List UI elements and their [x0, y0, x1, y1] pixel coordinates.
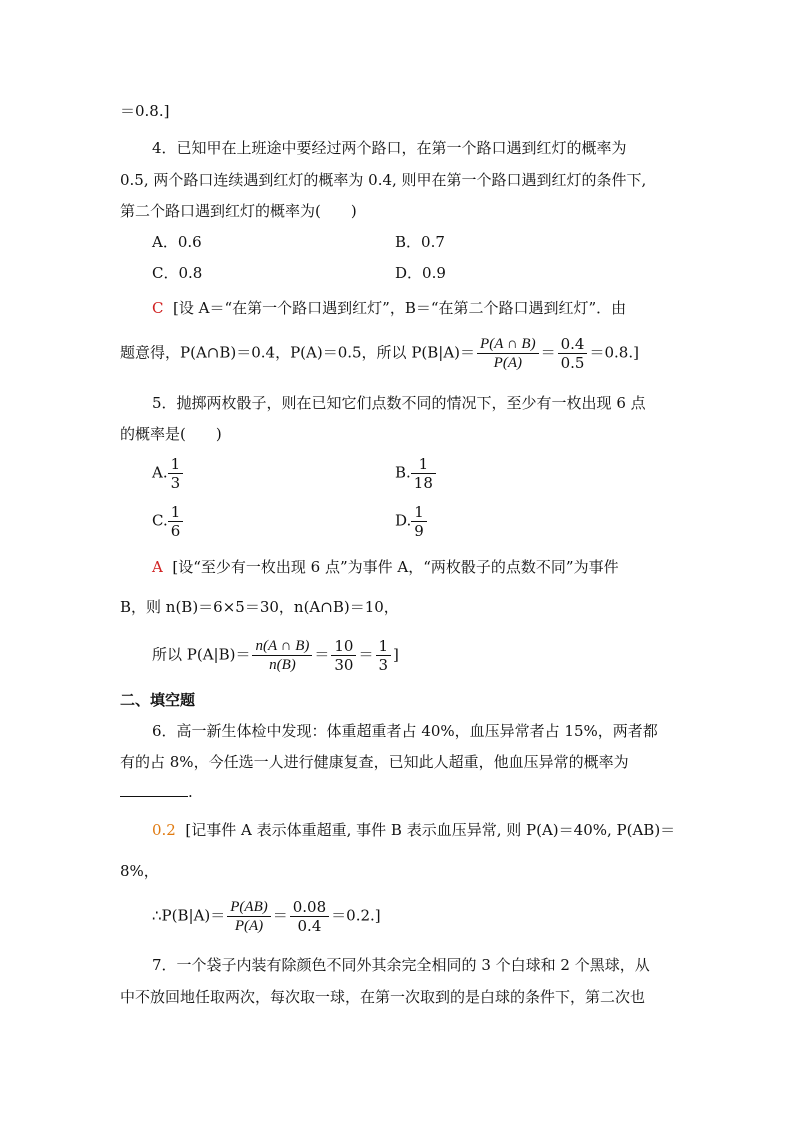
q6-fraction-1: $\frac{P(AB)}{P(A)}$ [227, 898, 270, 935]
q4-answer: C [152, 299, 164, 317]
q4-stem-line1: 4．已知甲在上班途中要经过两个路口，在第一个路口遇到红灯的概率为 [152, 139, 627, 157]
q5-solution-line3: 所以 P(A|B)＝ $\frac{n(A \cap B)}{n(B)}$ ＝ $\frac{10}{30}$ ＝ $\frac{1}{3}$ ] [152, 637, 399, 674]
q4-solution-text2: 题意得，P(A∩B)＝0.4，P(A)＝0.5，所以 P(B|A)＝ [120, 343, 476, 362]
q5-option-b: B. $\frac{1}{18}$ [395, 455, 438, 492]
q6-fraction-2: $\frac{0.08}{0.4}$ [290, 898, 329, 935]
q5-solution-line1 [152, 557, 619, 577]
q4-option-c: C．0.8 [152, 264, 203, 282]
q4-solution-result: ＝0.8.] [589, 343, 639, 362]
q4-solution-line2: 题意得，P(A∩B)＝0.4，P(A)＝0.5，所以 P(B|A)＝ $\frac{P(A \cap B)}{P(A)}$ ＝ $\frac{0.4}{0.5}$ ＝0.8.] [120, 335, 639, 372]
q6-solution-line2: 8%， [120, 862, 159, 880]
q5-option-c: C. $\frac{1}{6}$ [152, 503, 185, 540]
q4-option-a: A．0.6 [152, 233, 202, 251]
q4-stem-line3: 第二个路口遇到红灯的概率为( ) [120, 202, 357, 220]
q6-solution-text1: [记事件 A 表示体重超重, 事件 B 表示血压异常, 则 P(A)＝40%, P(AB)＝ [185, 821, 676, 839]
q5-option-d: D. $\frac{1}{9}$ [395, 503, 429, 540]
q6-answer: 0.2 [152, 821, 176, 839]
q5-fraction-3: $\frac{1}{3}$ [376, 637, 392, 674]
q5-solution-line2: B，则 n(B)＝6×5＝30，n(A∩B)＝10， [120, 598, 399, 616]
q4-fraction-1: $\frac{P(A \cap B)}{P(A)}$ [477, 335, 539, 372]
q4-option-b: B．0.7 [395, 233, 445, 251]
q4-solution-text1: [设 A＝“在第一个路口遇到红灯”，B＝“在第二个路口遇到红灯”．由 [173, 299, 627, 317]
q5-answer: A [152, 558, 163, 576]
q5-stem-line2: 的概率是( ) [120, 425, 222, 443]
q4-fraction-2: $\frac{0.4}{0.5}$ [558, 335, 588, 372]
previous-answer-tail: ＝0.8.] [120, 102, 170, 120]
q4-solution-line1 [152, 298, 626, 318]
q5-option-a: A. $\frac{1}{3}$ [152, 455, 185, 492]
q6-solution-line1 [152, 820, 675, 840]
q5-stem-line1: 5．抛掷两枚骰子，则在已知它们点数不同的情况下，至少有一枚出现 6 点 [152, 394, 646, 412]
section-title: 二、填空题 [120, 691, 196, 709]
q6-stem-line1: 6．高一新生体检中发现：体重超重者占 40%，血压异常者占 15%，两者都 [152, 722, 658, 740]
q6-stem-line2: 有的占 8%，今任选一人进行健康复查，已知此人超重，他血压异常的概率为 [120, 753, 629, 771]
q7-stem-line1: 7．一个袋子内装有除颜色不同外其余完全相同的 3 个白球和 2 个黑球，从 [152, 956, 650, 974]
q7-stem-line2: 中不放回地任取两次，每次取一球，在第一次取到的是白球的条件下，第二次也 [120, 988, 646, 1006]
q5-solution-text1: [设“至少有一枚出现 6 点”为事件 A，“两枚骰子的点数不同”为事件 [172, 558, 619, 576]
q6-solution-line3: ∴P(B|A)＝ $\frac{P(AB)}{P(A)}$ ＝ $\frac{0.08}{0.4}$ ＝0.2.] [152, 898, 381, 935]
q5-fraction-2: $\frac{10}{30}$ [331, 637, 356, 674]
q5-fraction-1: $\frac{n(A \cap B)}{n(B)}$ [252, 637, 312, 674]
q4-stem-line2: 0.5, 两个路口连续遇到红灯的概率为 0.4, 则甲在第一个路口遇到红灯的条件下, [120, 171, 647, 189]
fill-in-blank [120, 782, 188, 797]
q6-answer-blank: . [120, 782, 193, 802]
q4-option-d: D．0.9 [395, 264, 446, 282]
